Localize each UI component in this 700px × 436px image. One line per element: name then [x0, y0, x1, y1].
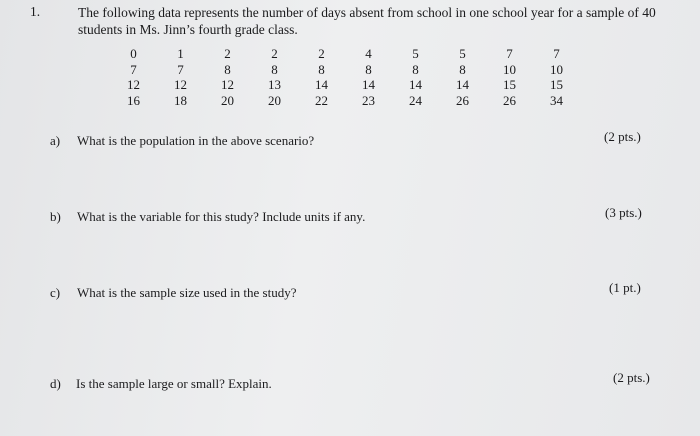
- data-cell: 7: [506, 46, 513, 61]
- data-row: [110, 46, 580, 62]
- data-row: [110, 93, 580, 109]
- data-cell: 2: [224, 46, 231, 61]
- part-d-question: Is the sample large or small? Explain.: [76, 376, 272, 391]
- data-cell: 34: [550, 92, 563, 108]
- data-cell: 24: [409, 92, 422, 108]
- data-cell: 8: [459, 61, 466, 77]
- days-absent-data-table: [110, 46, 580, 108]
- data-cell: 23: [362, 92, 375, 108]
- data-cell: 22: [315, 92, 328, 108]
- question-stem-line-2: students in Ms. Jinn’s fourth grade class.: [78, 22, 298, 37]
- data-cell: 0: [130, 46, 137, 61]
- data-cell: 7: [177, 61, 184, 77]
- data-cell: 7: [553, 46, 560, 61]
- data-cell: 13: [268, 77, 281, 92]
- data-cell: 15: [503, 77, 516, 92]
- data-cell: 14: [315, 77, 328, 92]
- data-cell: 8: [412, 61, 419, 77]
- data-cell: 12: [127, 77, 140, 92]
- data-cell: 14: [362, 77, 375, 92]
- data-cell: 14: [456, 77, 469, 92]
- data-cell: 8: [365, 61, 372, 77]
- part-c-question: What is the sample size used in the study?: [77, 285, 297, 300]
- part-a-label: a): [50, 133, 61, 148]
- part-d-points: (2 pts.): [613, 370, 650, 385]
- part-a-points: (2 pts.): [604, 129, 641, 144]
- data-cell: 8: [224, 61, 231, 77]
- data-cell: 16: [127, 92, 140, 108]
- part-c-points: (1 pt.): [609, 280, 641, 295]
- data-cell: 2: [318, 46, 325, 61]
- data-cell: 15: [550, 77, 563, 92]
- data-cell: 18: [174, 92, 187, 108]
- data-cell: 8: [318, 61, 325, 77]
- question-stem: [78, 4, 678, 38]
- data-cell: 5: [412, 46, 419, 61]
- data-cell: 26: [503, 92, 516, 108]
- data-cell: 2: [271, 46, 278, 61]
- part-b-label: b): [50, 209, 61, 224]
- data-cell: 12: [221, 77, 234, 92]
- data-cell: 20: [268, 92, 281, 108]
- data-row: [110, 62, 580, 78]
- part-a-question: What is the population in the above scenario?: [77, 133, 315, 148]
- data-cell: 10: [503, 61, 516, 77]
- data-cell: 26: [456, 92, 469, 108]
- data-row: [110, 77, 580, 93]
- part-d-label: d): [50, 376, 61, 391]
- data-cell: 8: [271, 61, 278, 77]
- data-cell: 1: [177, 46, 184, 61]
- question-stem-line-1: The following data represents the number of days absent from school in one school year for a sample of 40: [78, 5, 656, 20]
- part-b-question: What is the variable for this study? Include units if any.: [77, 209, 366, 224]
- data-cell: 10: [550, 61, 563, 77]
- question-number: 1.: [30, 4, 41, 19]
- data-cell: 20: [221, 92, 234, 108]
- data-cell: 12: [174, 77, 187, 92]
- part-c-label: c): [50, 285, 61, 300]
- data-cell: 14: [409, 77, 422, 92]
- data-cell: 5: [459, 46, 466, 61]
- data-cell: 4: [365, 46, 372, 61]
- data-cell: 7: [130, 61, 137, 77]
- part-b-points: (3 pts.): [605, 205, 642, 220]
